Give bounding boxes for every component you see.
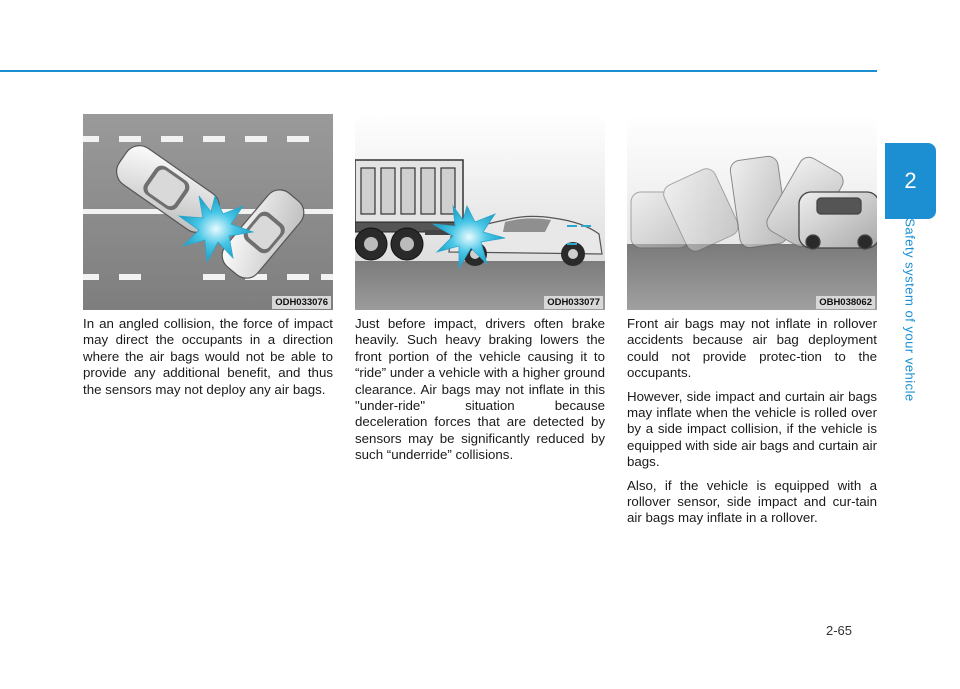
figure-code-1: ODH033076 bbox=[272, 296, 331, 309]
paragraph-underride: Just before impact, drivers often brake heavily. Such heavy braking lowers the front portion of the vehicle causing it to “ride” under a vehicle with a higher ground clearance. Air bags may not inflate in this "under-ride" situation because deceleration forces that are detected by sensors may be significantly reduced by such “underride” collisions. bbox=[355, 316, 605, 463]
figure-rollover bbox=[627, 114, 877, 310]
chapter-number: 2 bbox=[904, 168, 917, 193]
figure-underride bbox=[355, 114, 605, 310]
figure-code-3: OBH038062 bbox=[816, 296, 875, 309]
paragraph-rollover-side: However, side impact and curtain air bags may inflate when the vehicle is rolled over by a side impact collision, if the vehicle is equipped with side air bags and curtain air bags. bbox=[627, 388, 877, 470]
paragraph-angled-collision: In an angled collision, the force of impact may direct the occupants in a direction where the air bags would not be able to provide any additional benefit, and thus the sensors may not deploy any air bags. bbox=[83, 316, 333, 397]
figure-angled-collision bbox=[83, 114, 333, 310]
column-rollover bbox=[627, 114, 877, 527]
angled-collision-illustration bbox=[83, 114, 333, 310]
chapter-title: Safety system of your vehicle bbox=[902, 218, 918, 402]
underride-illustration bbox=[355, 114, 605, 310]
figure-code-2: ODH033077 bbox=[544, 296, 603, 309]
column-angled-collision bbox=[83, 114, 333, 398]
paragraph-rollover-sensor: Also, if the vehicle is equipped with a rollover sensor, side impact and cur-tain air bags may inflate in a rollover. bbox=[627, 477, 877, 526]
header-rule bbox=[0, 70, 877, 72]
chapter-tab bbox=[885, 143, 936, 219]
paragraph-rollover-front: Front air bags may not inflate in rollover accidents because air bag deployment could not provide protec-tion to the occupants. bbox=[627, 316, 877, 381]
column-underride bbox=[355, 114, 605, 464]
page-number: 2-65 bbox=[826, 623, 853, 638]
rollover-illustration bbox=[627, 114, 877, 310]
